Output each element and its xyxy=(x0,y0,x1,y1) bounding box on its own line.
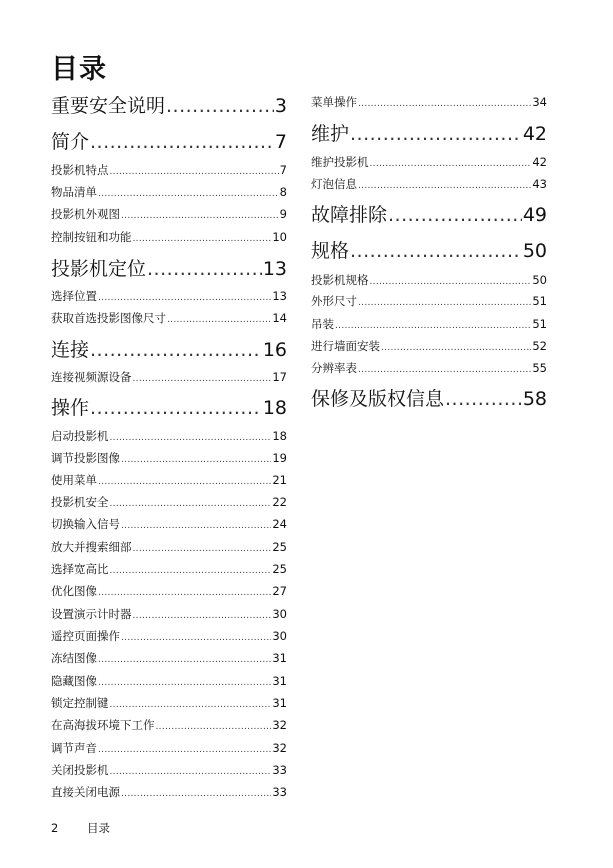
toc-entry-title: 规格 xyxy=(311,240,350,262)
toc-entry-page-number: 25 xyxy=(272,562,287,576)
toc-section-entry[interactable] xyxy=(51,515,287,533)
toc-entry-title: 操作 xyxy=(51,397,90,419)
toc-entry-page-number: 43 xyxy=(532,177,547,191)
toc-entry-title: 选择位置 xyxy=(51,289,97,303)
toc-leader-dots xyxy=(370,155,532,173)
toc-leader-dots xyxy=(98,289,271,307)
toc-entry-page-number: 7 xyxy=(274,131,287,153)
toc-section-entry[interactable] xyxy=(51,739,287,757)
toc-entry-title: 投影机外观图 xyxy=(51,207,120,221)
toc-chapter-entry[interactable] xyxy=(311,202,547,228)
footer-label: 目录 xyxy=(87,821,110,835)
toc-leader-dots xyxy=(110,163,279,181)
toc-leader-dots xyxy=(156,718,272,736)
toc-entry-page-number: 55 xyxy=(532,361,547,375)
toc-leader-dots xyxy=(98,584,271,602)
toc-leader-dots xyxy=(98,651,271,669)
toc-entry-page-number: 13 xyxy=(272,289,287,303)
toc-entry-page-number: 7 xyxy=(279,163,287,177)
toc-chapter-entry[interactable] xyxy=(311,238,547,264)
toc-entry-title: 投影机规格 xyxy=(311,273,369,287)
toc-leader-dots xyxy=(445,386,522,412)
toc-entry-page-number: 51 xyxy=(532,317,547,331)
toc-section-entry[interactable] xyxy=(51,161,287,179)
toc-leader-dots xyxy=(121,451,271,469)
toc-leader-dots xyxy=(110,763,272,781)
toc-chapter-entry[interactable] xyxy=(311,386,547,412)
toc-entry-page-number: 49 xyxy=(522,204,547,226)
toc-leader-dots xyxy=(166,93,274,119)
toc-section-entry[interactable] xyxy=(51,560,287,578)
toc-section-entry[interactable] xyxy=(51,183,287,201)
toc-chapter-entry[interactable] xyxy=(51,337,287,363)
toc-leader-dots xyxy=(121,785,271,803)
toc-entry-title: 投影机安全 xyxy=(51,495,109,509)
toc-section-entry[interactable] xyxy=(51,761,287,779)
toc-entry-page-number: 19 xyxy=(272,451,287,465)
toc-entry-title: 菜单操作 xyxy=(311,95,357,109)
toc-entry-title: 维护投影机 xyxy=(311,155,369,169)
toc-chapter-entry[interactable] xyxy=(51,93,287,119)
toc-entry-title: 分辨率表 xyxy=(311,361,357,375)
toc-leader-dots xyxy=(90,337,262,363)
toc-leader-dots xyxy=(90,129,274,155)
toc-entry-page-number: 32 xyxy=(272,718,287,732)
toc-leader-dots xyxy=(110,495,272,513)
toc-entry-page-number: 33 xyxy=(272,785,287,799)
toc-entry-title: 连接视频源设备 xyxy=(51,370,132,384)
toc-entry-title: 启动投影机 xyxy=(51,429,109,443)
toc-entry-page-number: 3 xyxy=(274,95,287,117)
toc-entry-title: 故障排除 xyxy=(311,204,388,226)
toc-entry-title: 遥控页面操作 xyxy=(51,629,120,643)
toc-leader-dots xyxy=(121,517,271,535)
toc-section-entry[interactable] xyxy=(51,287,287,305)
toc-leader-dots xyxy=(110,429,272,447)
toc-section-entry[interactable] xyxy=(311,93,547,111)
toc-entry-page-number: 10 xyxy=(272,230,287,244)
toc-section-entry[interactable] xyxy=(311,359,547,377)
page-title: 目录 xyxy=(51,54,107,85)
toc-entry-page-number: 50 xyxy=(522,240,547,262)
toc-leader-dots xyxy=(358,361,531,379)
footer-page-number: 2 xyxy=(51,821,59,835)
toc-entry-title: 重要安全说明 xyxy=(51,95,166,117)
toc-entry-title: 冻结图像 xyxy=(51,651,97,665)
toc-entry-page-number: 8 xyxy=(279,185,287,199)
toc-leader-dots xyxy=(121,629,271,647)
toc-entry-title: 进行墙面安装 xyxy=(311,339,380,353)
toc-leader-dots xyxy=(358,177,531,195)
toc-entry-title: 设置演示计时器 xyxy=(51,607,132,621)
toc-section-entry[interactable] xyxy=(51,309,287,327)
toc-entry-page-number: 50 xyxy=(532,273,547,287)
toc-entry-page-number: 18 xyxy=(272,429,287,443)
toc-entry-title: 灯泡信息 xyxy=(311,177,357,191)
toc-section-entry[interactable] xyxy=(51,228,287,246)
toc-entry-page-number: 24 xyxy=(272,517,287,531)
toc-entry-title: 使用菜单 xyxy=(51,473,97,487)
toc-entry-page-number: 32 xyxy=(272,741,287,755)
toc-section-entry[interactable] xyxy=(311,175,547,193)
toc-section-entry[interactable] xyxy=(51,627,287,645)
toc-entry-title: 吊装 xyxy=(311,317,334,331)
toc-entry-page-number: 9 xyxy=(279,207,287,221)
toc-section-entry[interactable] xyxy=(51,538,287,556)
toc-entry-title: 获取首选投影图像尺寸 xyxy=(51,311,166,325)
toc-entry-page-number: 42 xyxy=(522,123,547,145)
toc-entry-page-number: 14 xyxy=(272,311,287,325)
toc-leader-dots xyxy=(388,202,522,228)
toc-entry-page-number: 34 xyxy=(532,95,547,109)
toc-entry-page-number: 42 xyxy=(532,155,547,169)
toc-leader-dots xyxy=(98,473,271,491)
toc-section-entry[interactable] xyxy=(311,271,547,289)
toc-leader-dots xyxy=(370,273,532,291)
toc-leader-dots xyxy=(381,339,531,357)
toc-section-entry[interactable] xyxy=(51,672,287,690)
toc-chapter-entry[interactable] xyxy=(311,121,547,147)
toc-entry-page-number: 31 xyxy=(272,651,287,665)
toc-leader-dots xyxy=(110,562,272,580)
toc-entry-page-number: 27 xyxy=(272,584,287,598)
toc-entry-title: 简介 xyxy=(51,131,90,153)
toc-leader-dots xyxy=(98,674,271,692)
toc-section-entry[interactable] xyxy=(311,153,547,171)
toc-leader-dots xyxy=(121,207,279,225)
toc-section-entry[interactable] xyxy=(51,783,287,801)
toc-entry-page-number: 30 xyxy=(272,629,287,643)
toc-section-entry[interactable] xyxy=(51,493,287,511)
toc-leader-dots xyxy=(358,294,531,312)
toc-chapter-entry[interactable] xyxy=(51,395,287,421)
toc-leader-dots xyxy=(133,230,272,248)
toc-entry-page-number: 25 xyxy=(272,540,287,554)
toc-entry-page-number: 30 xyxy=(272,607,287,621)
toc-section-entry[interactable] xyxy=(51,368,287,386)
toc-leader-dots xyxy=(110,696,272,714)
toc-entry-page-number: 51 xyxy=(532,294,547,308)
toc-entry-title: 优化图像 xyxy=(51,584,97,598)
toc-leader-dots xyxy=(90,395,262,421)
toc-entry-title: 关闭投影机 xyxy=(51,763,109,777)
toc-section-entry[interactable] xyxy=(51,694,287,712)
toc-entry-title: 隐藏图像 xyxy=(51,674,97,688)
toc-entry-page-number: 31 xyxy=(272,696,287,710)
toc-chapter-entry[interactable] xyxy=(51,129,287,155)
toc-entry-page-number: 52 xyxy=(532,339,547,353)
toc-entry-title: 投影机特点 xyxy=(51,163,109,177)
toc-leader-dots xyxy=(350,121,522,147)
toc-entry-page-number: 18 xyxy=(262,397,287,419)
toc-section-entry[interactable] xyxy=(51,471,287,489)
toc-leader-dots xyxy=(133,370,272,388)
toc-entry-title: 锁定控制键 xyxy=(51,696,109,710)
toc-section-entry[interactable] xyxy=(311,337,547,355)
toc-entry-title: 外形尺寸 xyxy=(311,294,357,308)
toc-entry-title: 切换输入信号 xyxy=(51,517,120,531)
toc-entry-title: 连接 xyxy=(51,339,90,361)
toc-leader-dots xyxy=(98,741,271,759)
toc-entry-title: 放大并搜索细部 xyxy=(51,540,132,554)
toc-section-entry[interactable] xyxy=(311,315,547,333)
toc-section-entry[interactable] xyxy=(51,716,287,734)
toc-leader-dots xyxy=(133,607,272,625)
toc-entry-page-number: 31 xyxy=(272,674,287,688)
toc-leader-dots xyxy=(358,95,531,113)
toc-section-entry[interactable] xyxy=(311,292,547,310)
toc-leader-dots xyxy=(335,317,531,335)
toc-entry-title: 直接关闭电源 xyxy=(51,785,120,799)
toc-entry-page-number: 17 xyxy=(272,370,287,384)
toc-entry-title: 维护 xyxy=(311,123,350,145)
toc-section-entry[interactable] xyxy=(51,449,287,467)
toc-entry-page-number: 21 xyxy=(272,473,287,487)
toc-section-entry[interactable] xyxy=(51,427,287,445)
toc-chapter-entry[interactable] xyxy=(51,256,287,282)
toc-entry-page-number: 58 xyxy=(522,388,547,410)
toc-leader-dots xyxy=(147,256,262,282)
toc-entry-title: 在高海拔环境下工作 xyxy=(51,718,155,732)
toc-section-entry[interactable] xyxy=(51,205,287,223)
toc-entry-page-number: 16 xyxy=(262,339,287,361)
toc-entry-title: 保修及版权信息 xyxy=(311,388,445,410)
toc-section-entry[interactable] xyxy=(51,582,287,600)
page-footer xyxy=(51,820,110,836)
toc-leader-dots xyxy=(133,540,272,558)
toc-entry-title: 控制按钮和功能 xyxy=(51,230,132,244)
toc-entry-page-number: 22 xyxy=(272,495,287,509)
toc-leader-dots xyxy=(350,238,522,264)
toc-entry-title: 投影机定位 xyxy=(51,258,147,280)
toc-entry-page-number: 13 xyxy=(262,258,287,280)
toc-entry-title: 选择宽高比 xyxy=(51,562,109,576)
toc-section-entry[interactable] xyxy=(51,605,287,623)
toc-section-entry[interactable] xyxy=(51,649,287,667)
toc-entry-title: 调节声音 xyxy=(51,741,97,755)
toc-leader-dots xyxy=(167,311,271,329)
toc-entry-title: 物品清单 xyxy=(51,185,97,199)
toc-entry-page-number: 33 xyxy=(272,763,287,777)
toc-entry-title: 调节投影图像 xyxy=(51,451,120,465)
toc-leader-dots xyxy=(98,185,279,203)
